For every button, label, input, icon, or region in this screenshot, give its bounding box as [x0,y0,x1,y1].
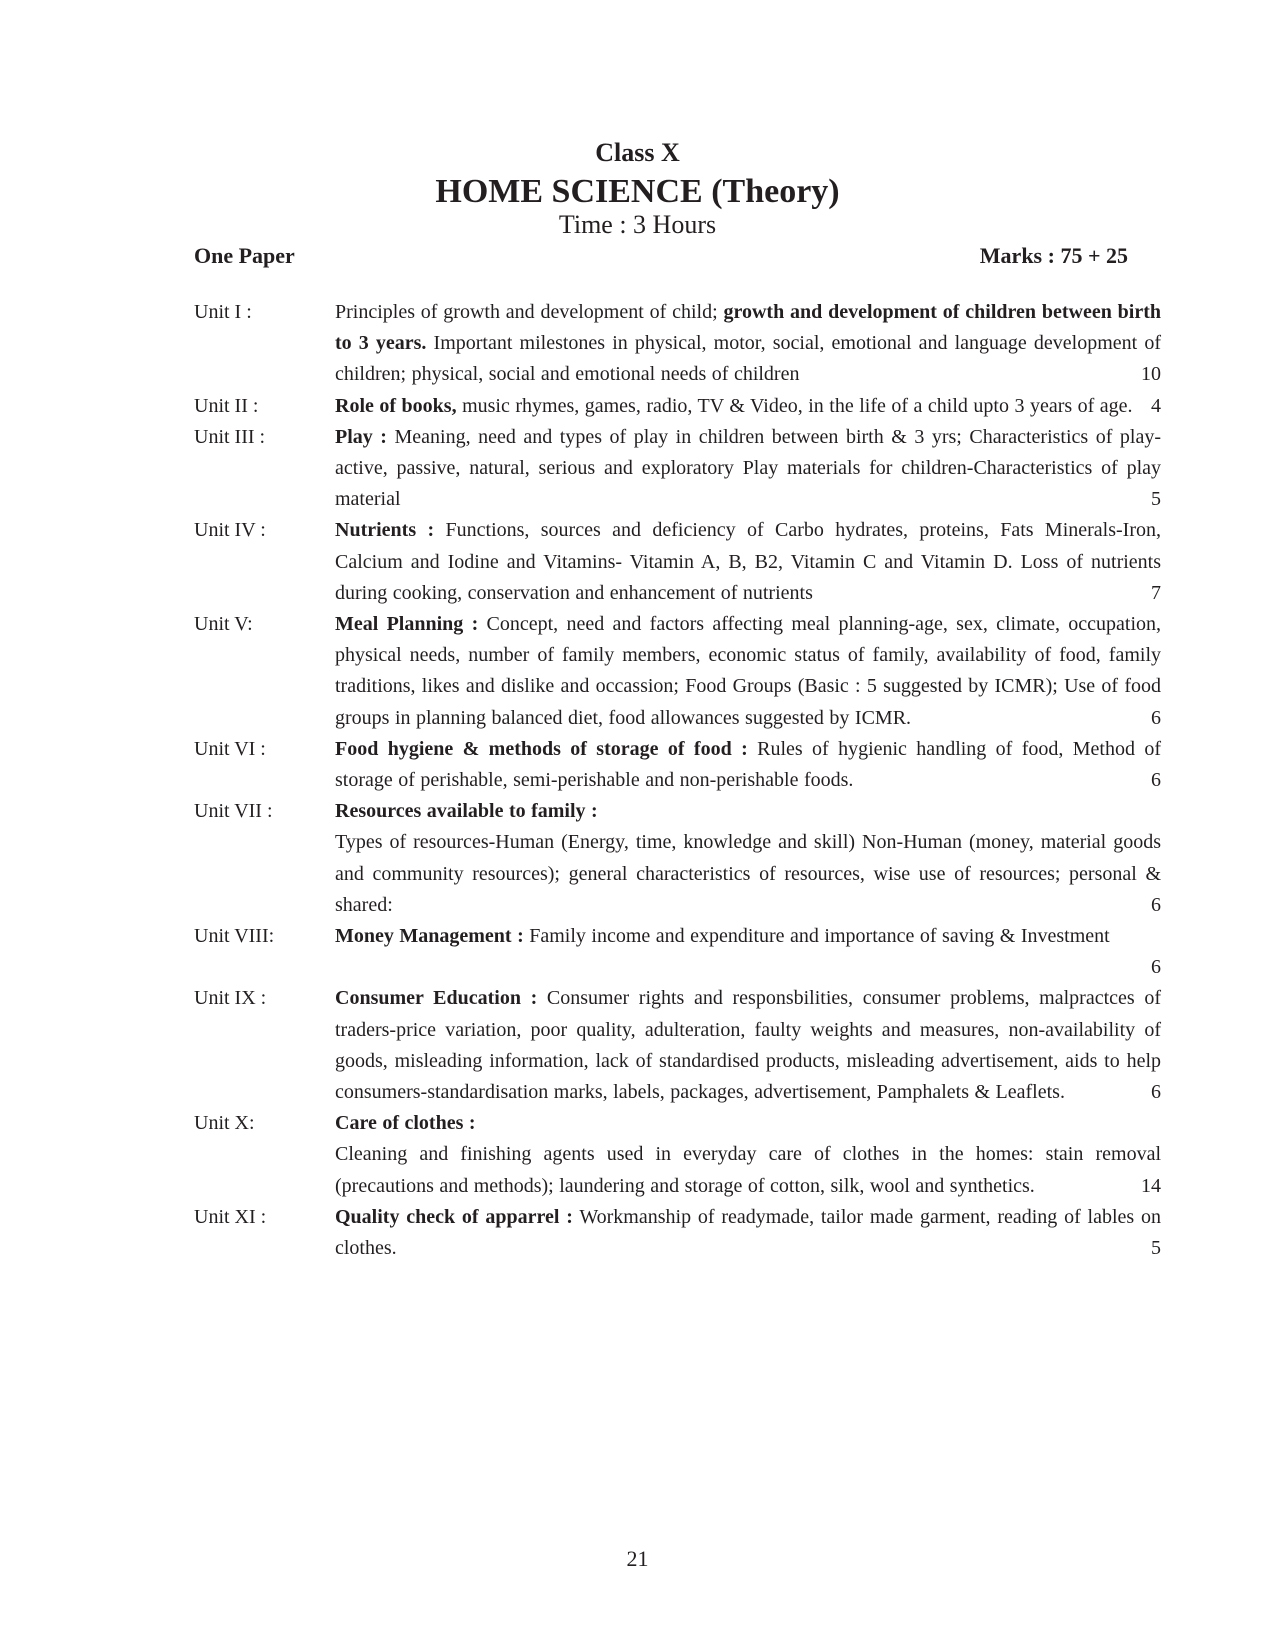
unit-row [194,609,1161,734]
unit-marks: 6 [1151,893,1161,916]
unit-label: Unit IX : [194,987,267,1010]
unit-label: Unit XI : [194,1205,267,1228]
unit-marks: 4 [1151,394,1161,417]
unit-row [194,796,1161,921]
unit-text [335,1139,1161,1201]
unit-marks: 10 [1141,363,1161,386]
unit-topic: Nutrients : [335,519,435,542]
unit-topic: Money Management : [335,925,524,948]
unit-lead-text: Principles of growth and development of child; [335,301,724,323]
unit-second-paragraph: Cleaning and finishing agents used in everyday care of clothes in the homes: stain removal (precautions and methods); laundering and storage of cotton, silk, wool and synthetics. [335,1143,1161,1197]
unit-text: Rules of hygienic handling of food, Method of storage of perishable, semi-perishable and non-perishable foods. [335,737,1161,792]
unit-label: Unit VI : [194,737,266,760]
unit-text: music rhymes, games, radio, TV & Video, in the life of a child upto 3 years of age. [456,394,1133,417]
unit-label: Unit I : [194,301,252,323]
unit-topic: Consumer Education : [335,987,538,1010]
unit-row [194,422,1161,516]
unit-marks: 6 [1151,706,1161,729]
unit-text: Concept, need and factors affecting meal planning-age, sex, climate, occupation, physical needs, number of family members, economic status of family, availability of food, family traditions, likes and dislike and occassion; Food Groups (Basic : 5 suggested by ICMR); Use of food groups in planning balanced diet, food allowances suggested by ICMR. [335,613,1162,729]
unit-label: Unit X: [194,1112,255,1135]
unit-topic: Resources available to family : [335,800,598,823]
unit-row [194,1202,1161,1264]
unit-topic: Quality check of apparrel : [335,1205,573,1228]
unit-topic: Play : [335,425,387,448]
unit-marks: 14 [1141,1174,1161,1197]
unit-description [335,1108,1161,1202]
unit-text: Consumer rights and responsbilities, consumer problems, malpractces of traders-price variation, poor quality, adulteration, faulty weights and measures, non-availability of goods, misleading information, lack of standardised products, misleading advertisement, aids to help consumers-standardisation marks, labels, packages, advertisement, Pamphalets & Leaflets. [335,987,1161,1104]
unit-description [335,609,1161,734]
unit-label: Unit III : [194,425,266,448]
unit-text: Functions, sources and deficiency of Carbo hydrates, proteins, Fats Minerals-Iron, Calcium and Iodine and Vitamins- Vitamin A, B, B2, Vitamin C and Vitamin D. Loss of nutrients during cooking, conservation and enhancement of nutrients [335,519,1161,604]
unit-topic: Care of clothes : [335,1112,476,1135]
unit-label: Unit II : [194,394,259,417]
unit-row [194,391,1161,422]
unit-marks: 7 [1151,581,1161,604]
unit-topic: Meal Planning : [335,613,479,636]
unit-description [335,297,1161,391]
unit-description [335,921,1161,983]
unit-description [335,515,1161,609]
unit-marks: 5 [1151,1237,1161,1260]
unit-text: Important milestones in physical, motor, social, emotional and language development of children; physical, social and emotional needs of children [335,332,1161,386]
unit-text: Workmanship of readymade, tailor made garment, reading of lables on clothes. [335,1205,1161,1260]
unit-row [194,515,1161,609]
unit-marks: 6 [1151,1081,1161,1104]
unit-row [194,921,1161,983]
unit-row [194,1108,1161,1202]
unit-description [335,983,1161,1108]
class-title: Class X [595,138,680,167]
unit-marks: 6 [1151,956,1161,979]
units-list [194,297,1161,1264]
unit-description [335,391,1161,422]
unit-description [335,734,1161,796]
unit-label: Unit V: [194,613,253,636]
page-number: 21 [626,1546,649,1571]
unit-label: Unit VII : [194,800,273,823]
unit-topic: Food hygiene & methods of storage of food : [335,737,748,760]
unit-description [335,796,1161,921]
unit-row [194,297,1161,391]
unit-text: Family income and expenditure and importance of saving & Investment [523,925,1110,948]
unit-topic: Role of books, [335,394,457,417]
total-marks: Marks : 75 + 25 [979,243,1128,268]
unit-label: Unit IV : [194,519,266,542]
unit-topic: growth and development of children between birth to 3 years. [335,301,1161,355]
unit-description [335,1202,1161,1264]
unit-second-paragraph: Types of resources-Human (Energy, time, knowledge and skill) Non-Human (money, material goods and community resources); general characteristics of resources, wise use of resources; personal & shared: [335,831,1161,916]
unit-row [194,734,1161,796]
unit-label: Unit VIII: [194,925,275,948]
time-duration: Time : 3 Hours [558,210,717,239]
unit-description [335,422,1161,516]
unit-row [194,983,1161,1108]
unit-text: Meaning, need and types of play in children between birth & 3 yrs; Characteristics of play-active, passive, natural, serious and exploratory Play materials for children-Characteristics of play material [335,425,1162,511]
unit-marks: 6 [1151,769,1161,792]
unit-text [335,827,1161,921]
unit-marks: 5 [1151,488,1161,511]
paper-count: One Paper [194,243,295,268]
page-title: HOME SCIENCE (Theory) [435,173,840,210]
